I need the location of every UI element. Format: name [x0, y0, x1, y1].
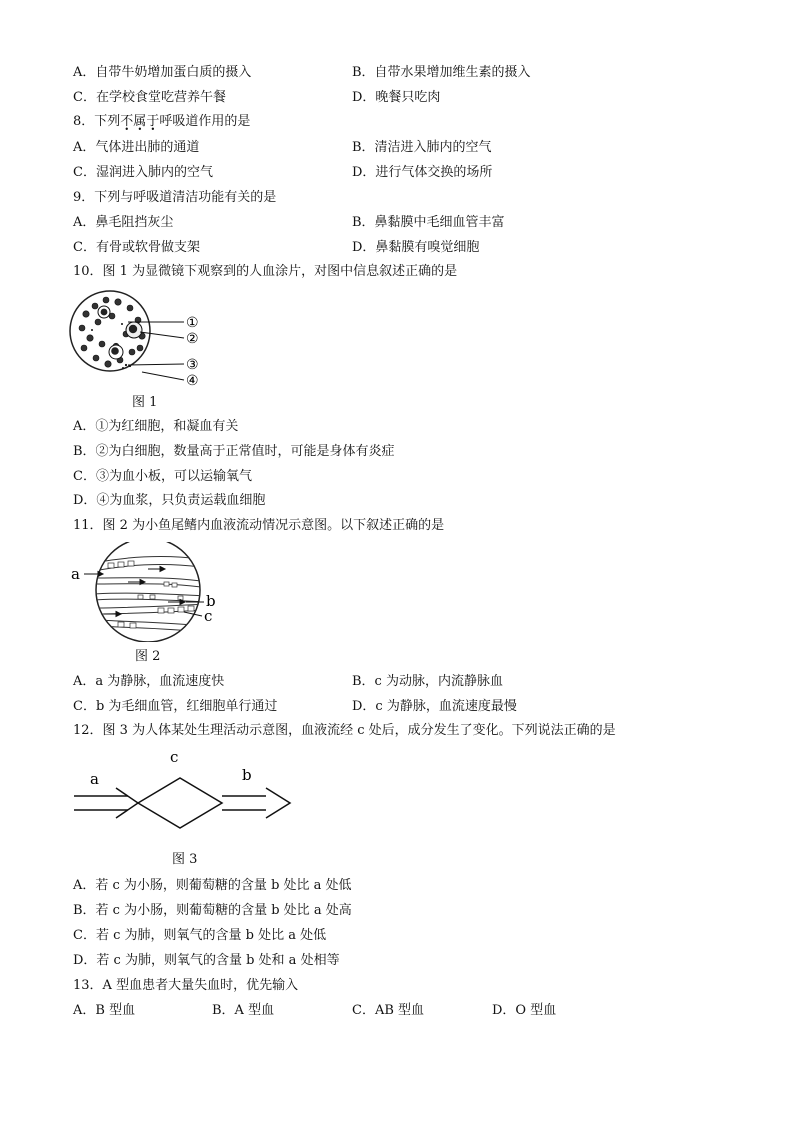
emphasis-char: 不 — [120, 114, 134, 129]
q13-option-d: D．O 型血 — [492, 1003, 557, 1018]
q8-stem — [73, 113, 250, 131]
figure-1-caption: 图 1 — [132, 395, 158, 410]
label-b: b — [206, 592, 216, 610]
q7-option-a: A．自带牛奶增加蛋白质的摄入 — [73, 65, 252, 80]
label-3: ③ — [186, 357, 199, 373]
q11-stem: 11．图 2 为小鱼尾鳍内血液流动情况示意图。以下叙述正确的是 — [73, 518, 445, 533]
q11-option-a: A．a 为静脉，血流速度快 — [73, 674, 225, 689]
label-2: ② — [186, 331, 199, 347]
q8-stem-prefix: 8．下列 — [73, 114, 121, 129]
label-a: a — [90, 770, 99, 788]
q10-option-b: B．②为白细胞，数量高于正常值时，可能是身体有炎症 — [73, 444, 395, 459]
q13-option-c: C．AB 型血 — [352, 1003, 425, 1018]
label-a: a — [71, 565, 80, 583]
label-c: c — [170, 748, 179, 766]
q13-stem: 13．A 型血患者大量失血时，优先输入 — [73, 978, 299, 993]
q7-option-b: B．自带水果增加维生素的摄入 — [352, 65, 531, 80]
q9-option-c: C．有骨或软骨做支架 — [73, 240, 200, 255]
figure-2-caption: 图 2 — [135, 649, 161, 664]
figure-1-blood-smear — [68, 286, 218, 386]
q12-option-c: C．若 c 为肺，则氧气的含量 b 处比 a 处低 — [73, 928, 327, 943]
figure-2-fish-tail-blood-flow — [68, 542, 228, 642]
q11-option-d: D．c 为静脉，血流速度最慢 — [352, 699, 517, 714]
q13-option-b: B．A 型血 — [212, 1003, 275, 1018]
label-b: b — [242, 766, 252, 784]
q8-option-c: C．湿润进入肺内的空气 — [73, 165, 213, 180]
q8-stem-suffix: 呼吸道作用的是 — [159, 114, 251, 129]
q9-option-d: D．鼻黏膜有嗅觉细胞 — [352, 240, 480, 255]
q9-stem: 9．下列与呼吸道清洁功能有关的是 — [73, 190, 277, 205]
q9-option-a: A．鼻毛阻挡灰尘 — [73, 215, 174, 230]
label-1: ① — [186, 315, 199, 331]
q10-option-c: C．③为血小板，可以运输氧气 — [73, 469, 252, 484]
q8-stem-emphasis — [120, 114, 159, 129]
flow-diagram-shape — [74, 778, 290, 828]
figure-3-caption: 图 3 — [172, 852, 198, 867]
emphasis-char: 于 — [146, 114, 160, 129]
q7-option-c: C．在学校食堂吃营养午餐 — [73, 90, 226, 105]
q10-stem: 10．图 1 为显微镜下观察到的人血涂片，对图中信息叙述正确的是 — [73, 264, 458, 279]
q7-option-d: D．晚餐只吃肉 — [352, 90, 441, 105]
q11-option-b: B．c 为动脉，内流静脉血 — [352, 674, 503, 689]
q12-option-a: A．若 c 为小肠，则葡萄糖的含量 b 处比 a 处低 — [73, 878, 352, 893]
figure-3-blood-flow-diagram — [70, 744, 300, 844]
emphasis-char: 属 — [133, 114, 147, 129]
q9-option-b: B．鼻黏膜中毛细血管丰富 — [352, 215, 505, 230]
q8-option-a: A．气体进出肺的通道 — [73, 140, 200, 155]
q8-option-b: B．清洁进入肺内的空气 — [352, 140, 492, 155]
q12-stem: 12．图 3 为人体某处生理活动示意图，血液流经 c 处后，成分发生了变化。下列说法正确的是 — [73, 723, 616, 738]
q10-option-d: D．④为血浆，只负责运载血细胞 — [73, 493, 266, 508]
q12-option-d: D．若 c 为肺，则氧气的含量 b 处和 a 处相等 — [73, 953, 340, 968]
label-c: c — [204, 607, 213, 625]
q8-option-d: D．进行气体交换的场所 — [352, 165, 493, 180]
q13-option-a: A．B 型血 — [73, 1003, 136, 1018]
q12-option-b: B．若 c 为小肠，则葡萄糖的含量 b 处比 a 处高 — [73, 903, 352, 918]
label-4: ④ — [186, 373, 199, 386]
q10-option-a: A．①为红细胞，和凝血有关 — [73, 419, 239, 434]
q11-option-c: C．b 为毛细血管，红细胞单行通过 — [73, 699, 278, 714]
